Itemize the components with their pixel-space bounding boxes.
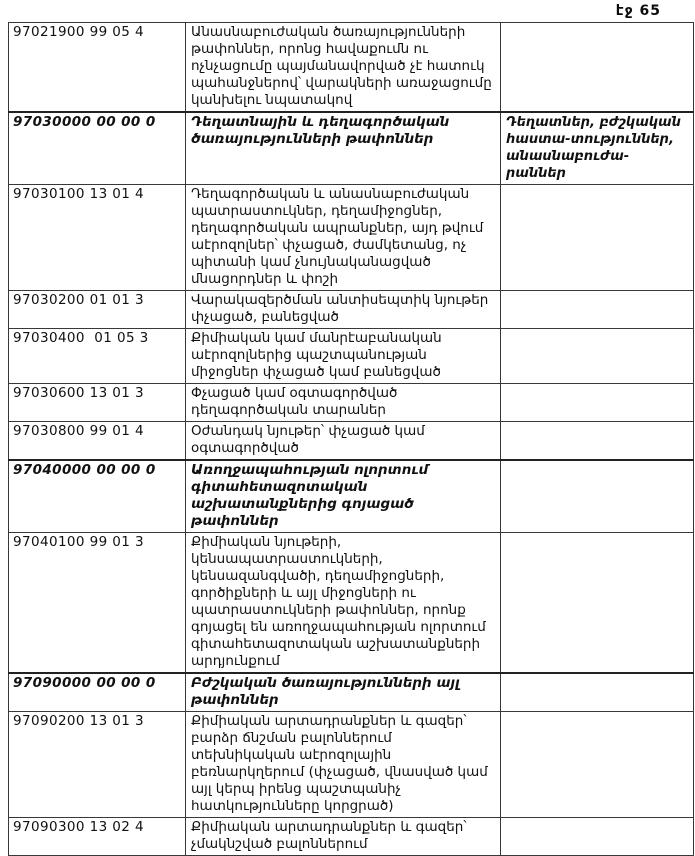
waste-description-cell: Փչացած կամ օգտագործված դեղագործական տարաներ bbox=[186, 384, 501, 422]
table-row bbox=[9, 291, 694, 329]
table-row bbox=[9, 460, 694, 533]
waste-description-cell: Անասնաբուժական ծառայությունների թափոններ, որոնց հավաքումն ու ոչնչացումը պայմանավորված չէ հատուկ պահանջներով՝ վարակների առաջացումը կանխելու նպատակով bbox=[186, 23, 501, 113]
table-row bbox=[9, 329, 694, 384]
waste-code-cell: 97030200 01 01 3 bbox=[9, 291, 186, 329]
waste-description-cell: Առողջապահության ոլորտում գիտահետազոտական աշխատանքներից գոյացած թափոններ bbox=[186, 460, 501, 533]
table-row bbox=[9, 23, 694, 113]
waste-sources-cell bbox=[501, 329, 694, 384]
waste-code-cell: 97030000 00 00 0 bbox=[9, 112, 186, 185]
waste-description-cell: Դեղագործական և անասնաբուժական պատրաստուկներ, դեղամիջոցներ, դեղագործական ապրանքներ, այդ թվում աէրոզոլներ՝ փչացած, ժամկետանց, ոչ պիտանի կամ չնույնականացված մնացորդներ և փոշի bbox=[186, 185, 501, 291]
table-row bbox=[9, 384, 694, 422]
table-row bbox=[9, 422, 694, 461]
waste-sources-cell bbox=[501, 185, 694, 291]
table-row bbox=[9, 818, 694, 856]
waste-description-cell: Դեղատնային և դեղագործական ծառայությունների թափոններ bbox=[186, 112, 501, 185]
waste-description-cell: Քիմիական արտադրանքներ և գազեր՝ չմակնշված բալոններում bbox=[186, 818, 501, 856]
waste-description-cell: Բժշկական ծառայությունների այլ թափոններ bbox=[186, 673, 501, 712]
waste-code-cell: 97040000 00 00 0 bbox=[9, 460, 186, 533]
waste-description-cell: Քիմիական նյութերի, կենսապատրաստուկների, կենսազանգվածի, դեղամիջոցների, գործիքների և այլ միջոցների ու պատրաստուկների թափոններ, որոնք գոյացել են առողջապահության ոլորտում գիտահետազոտական աշխատանքների արդյունքում bbox=[186, 533, 501, 674]
waste-description-cell: Քիմիական կամ մանրէաբանական աէրոզոլներից պաշտպանության միջոցներ փչացած կամ բանեցված bbox=[186, 329, 501, 384]
waste-description-cell: Քիմիական արտադրանքներ և գազեր՝ բարձր ճնշման բալոններում տեխնիկական աէրոզոլային բեռնարկղերում (փչացած, վնասված կամ այլ կերպ իրենց պաշտպանիչ հատկությունները կորցրած) bbox=[186, 712, 501, 818]
table-row bbox=[9, 112, 694, 185]
waste-sources-cell bbox=[501, 384, 694, 422]
waste-sources-cell bbox=[501, 460, 694, 533]
waste-sources-cell bbox=[501, 712, 694, 818]
waste-sources-cell bbox=[501, 673, 694, 712]
page-number: էջ 65 bbox=[615, 3, 661, 19]
waste-sources-cell bbox=[501, 23, 694, 113]
waste-description-cell: Օժանդակ նյութեր՝ փչացած կամ օգտագործված bbox=[186, 422, 501, 461]
waste-sources-cell: Դեղատներ, բժշկական հաստա-տություններ, անասնաբուժա-րաններ bbox=[501, 112, 694, 185]
waste-code-cell: 97090300 13 02 4 bbox=[9, 818, 186, 856]
waste-code-cell: 97040100 99 01 3 bbox=[9, 533, 186, 674]
waste-code-cell: 97090200 13 01 3 bbox=[9, 712, 186, 818]
waste-description-cell: Վարակազերծման անտիսեպտիկ նյութեր փչացած, բանեցված bbox=[186, 291, 501, 329]
table-row bbox=[9, 185, 694, 291]
waste-classification-table bbox=[8, 22, 694, 856]
waste-code-cell: 97030600 13 01 3 bbox=[9, 384, 186, 422]
table-body bbox=[9, 23, 694, 856]
waste-sources-cell bbox=[501, 422, 694, 461]
waste-sources-cell bbox=[501, 291, 694, 329]
waste-code-cell: 97030100 13 01 4 bbox=[9, 185, 186, 291]
waste-sources-cell bbox=[501, 533, 694, 674]
waste-code-cell: 97090000 00 00 0 bbox=[9, 673, 186, 712]
table-row bbox=[9, 712, 694, 818]
table-row bbox=[9, 533, 694, 674]
waste-code-cell: 97021900 99 05 4 bbox=[9, 23, 186, 113]
waste-code-cell: 97030800 99 01 4 bbox=[9, 422, 186, 461]
table-row bbox=[9, 673, 694, 712]
waste-sources-cell bbox=[501, 818, 694, 856]
waste-code-cell: 97030400 01 05 3 bbox=[9, 329, 186, 384]
